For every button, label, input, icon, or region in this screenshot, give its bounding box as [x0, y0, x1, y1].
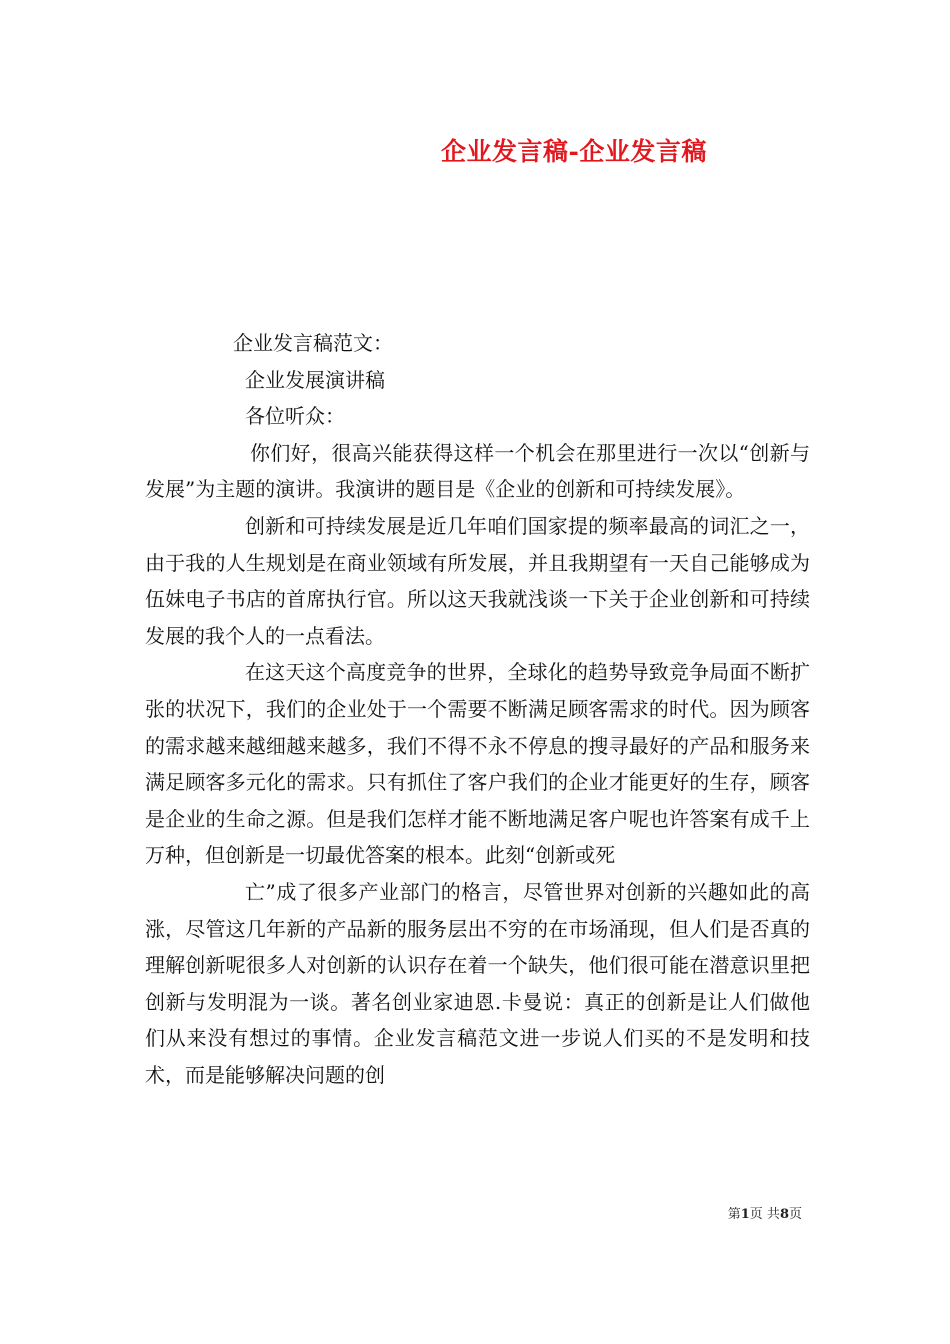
paragraph-1: 你们好，很高兴能获得这样一个机会在那里进行一次以“创新与发展”为主题的演讲。我演讲的题目是《企业的创新和可持续发展》。 — [145, 440, 810, 502]
footer-prefix: 第 — [727, 1207, 741, 1222]
document-title: 企业发言稿-企业发言稿 — [441, 137, 707, 166]
heading-line-greeting: 各位听众： — [245, 404, 345, 429]
page-footer — [728, 1203, 802, 1222]
paragraph-3: 在这天这个高度竞争的世界，全球化的趋势导致竞争局面不断扩张的状况下，我们的企业处于一个需要不断满足顾客需求的时代。因为顾客的需求越来越细越来越多，我们不得不永不停息的搜寻最好的产品和服务来满足顾客多元化的需求。只有抓住了客户我们的企业才能更好的生存，顾客是企业的生命之源。但是我们怎样才能不断地满足客户呢也许答案有成千上万种，但创新是一切最优答案的根本。此刻“创新或死 — [145, 660, 810, 868]
footer-page-number: 1 — [740, 1207, 750, 1222]
paragraph-2: 创新和可持续发展是近几年咱们国家提的频率最高的词汇之一，由于我的人生规划是在商业领域有所发展，并且我期望有一天自己能够成为伍妹电子书店的首席执行官。所以这天我就浅谈一下关于企业创新和可持续发展的我个人的一点看法。 — [145, 513, 810, 648]
footer-total-pages: 8 — [779, 1207, 789, 1222]
footer-middle: 页 共 — [749, 1207, 780, 1222]
document-body — [145, 325, 810, 1093]
paragraph-4: 亡”成了很多产业部门的格言，尽管世界对创新的兴趣如此的高涨，尽管这几年新的产品新的服务层出不穷的在市场涌现，但人们是否真的理解创新呢很多人对创新的认识存在着一个缺失，他们很可能在潜意识里把创新与发明混为一谈。著名创业家迪恩.卡曼说：真正的创新是让人们做他们从来没有想过的事情。企业发言稿范文进一步说人们买的不是发明和技术，而是能够解决问题的创 — [145, 879, 810, 1087]
footer-suffix: 页 — [788, 1207, 802, 1222]
heading-line-sample-title: 企业发言稿范文： — [233, 331, 393, 355]
heading-line-speech-title: 企业发展演讲稿 — [245, 367, 385, 392]
